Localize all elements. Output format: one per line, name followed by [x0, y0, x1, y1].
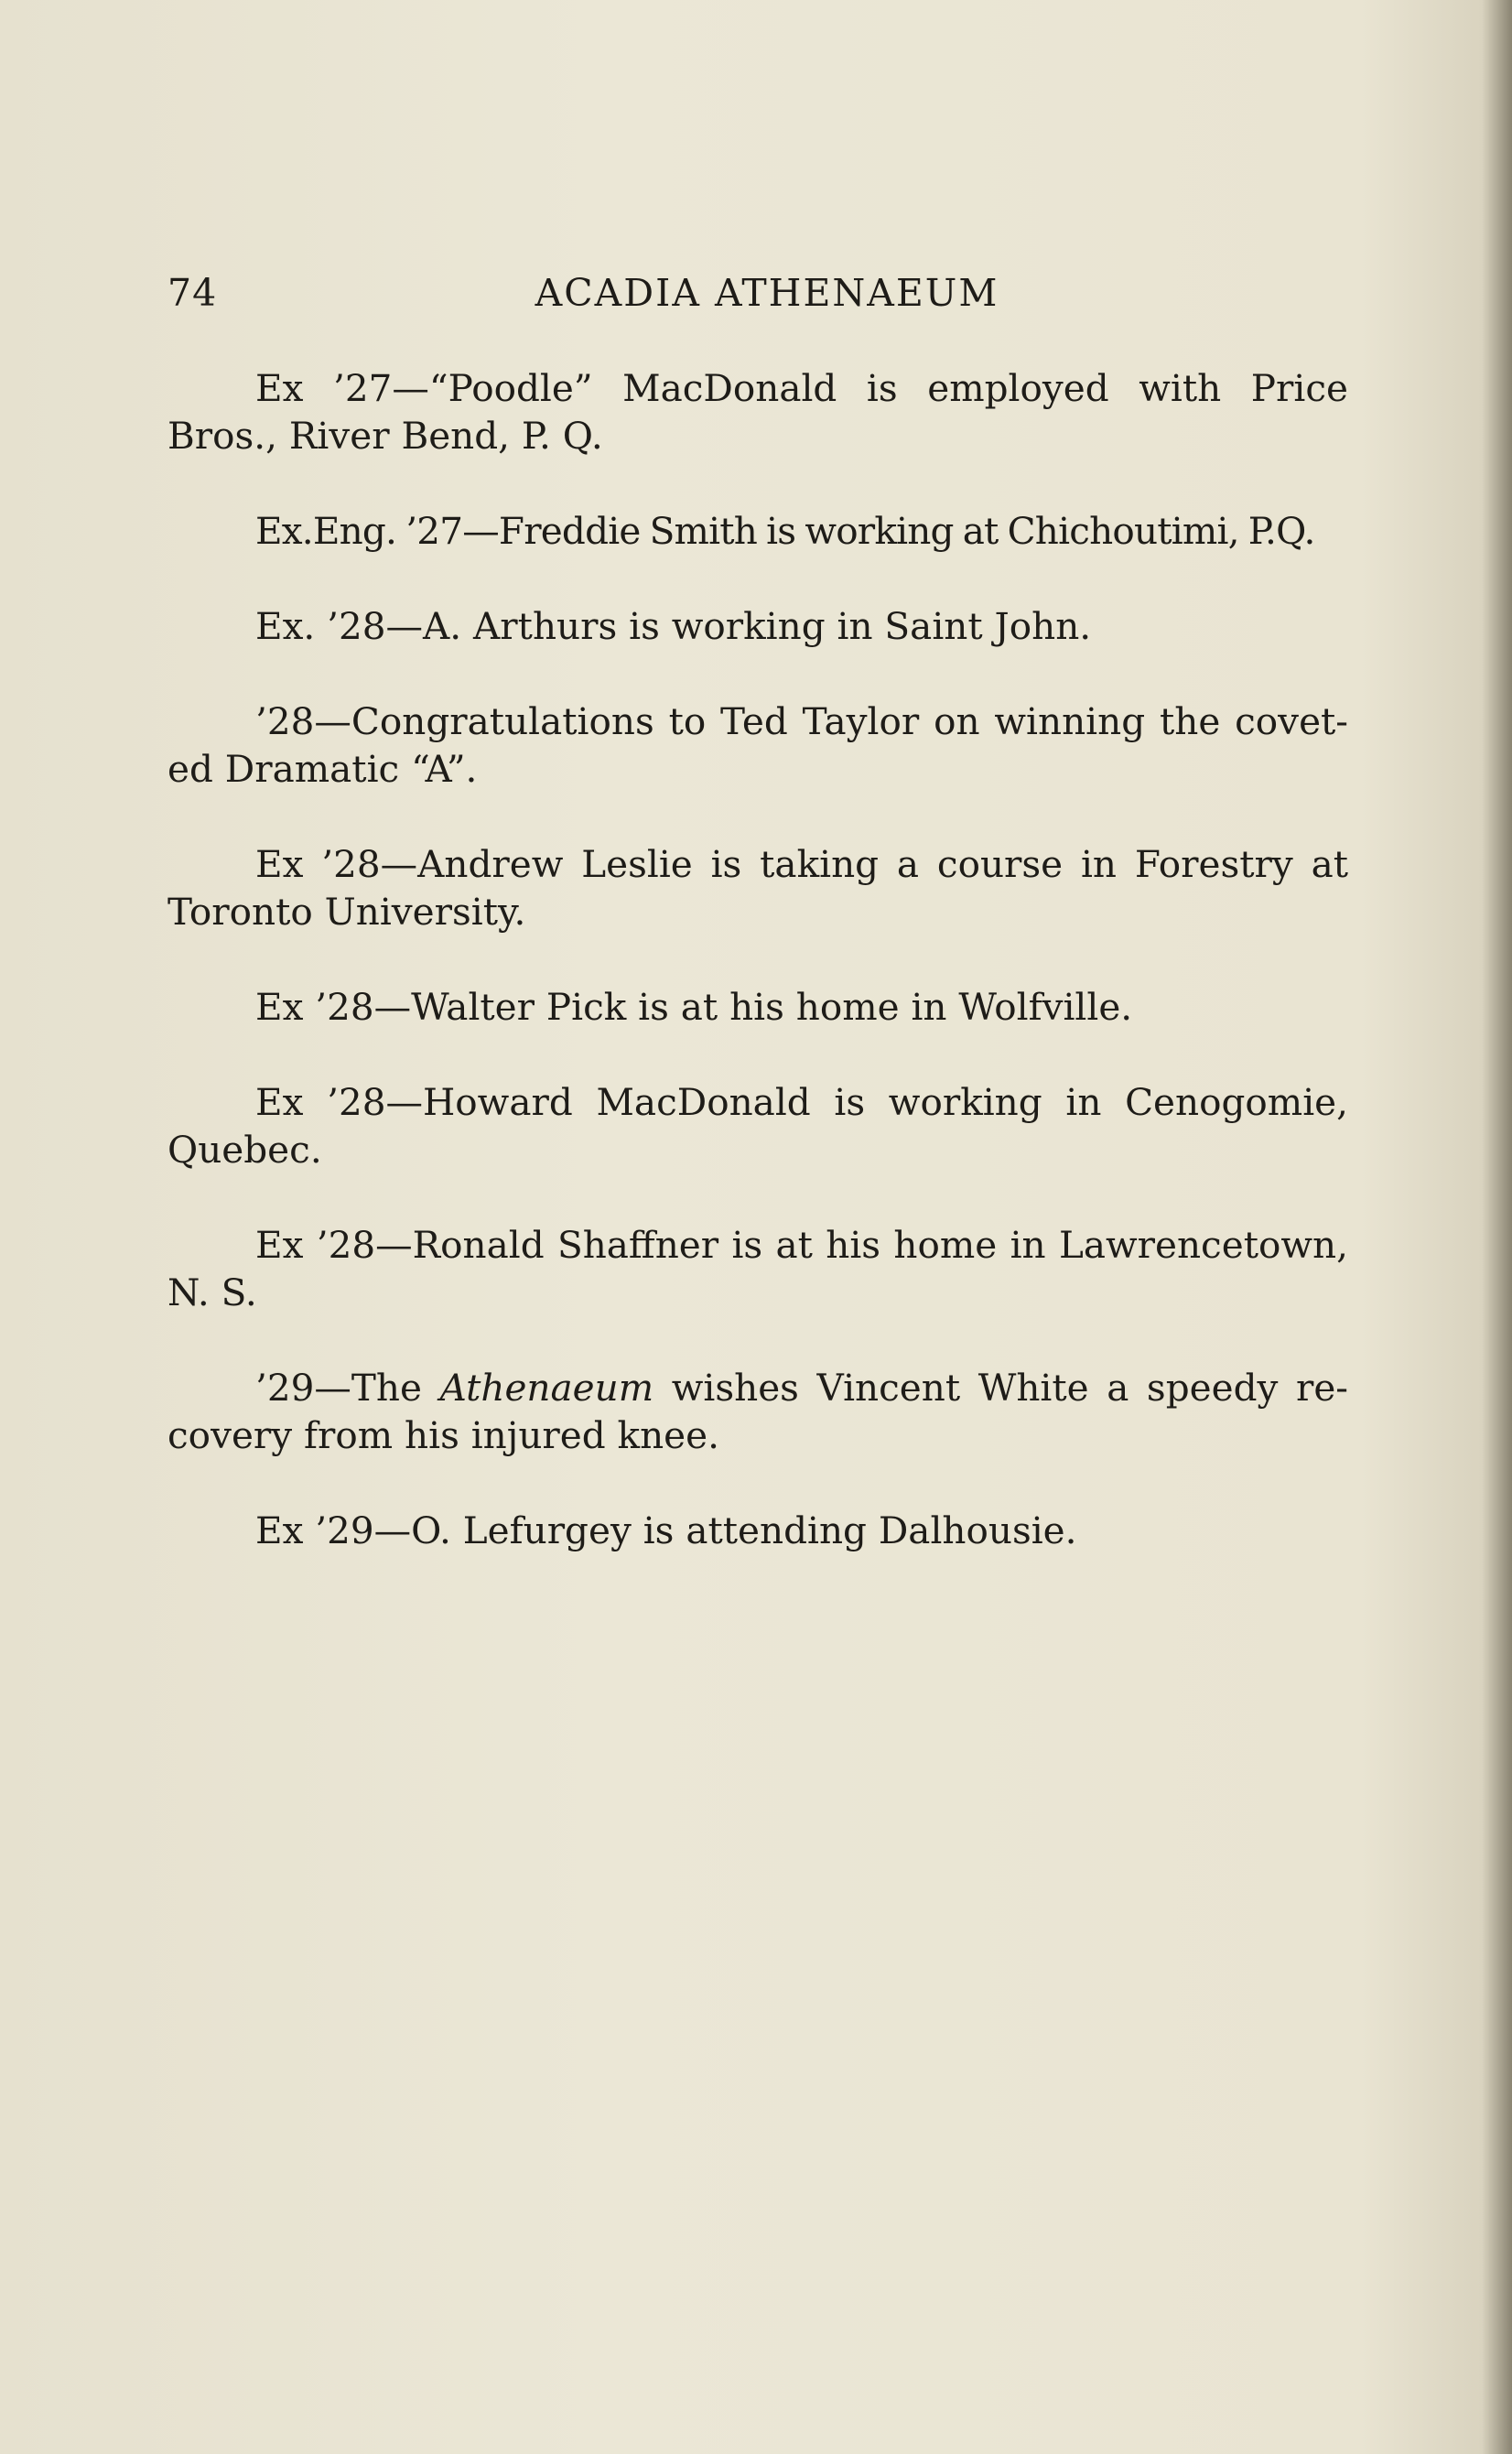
note-entry: Ex. ’28—A. Arthurs is working in Saint John. [255, 604, 1092, 648]
note-entry: Ex.Eng. ’27—Freddie Smith is working at Chichoutimi, P.Q. [255, 509, 1315, 553]
note-entry: ’28—Congratulations to Ted Taylor on winning the covet-ed Dramatic “A”. [167, 699, 1348, 791]
note-entry: Ex ’28—Ronald Shaffner is at his home in Lawrencetown, N. S. [167, 1223, 1348, 1314]
note-entry: Ex ’28—Walter Pick is at his home in Wolfville. [255, 985, 1133, 1029]
page-header [167, 271, 1348, 326]
note-entry: Ex ’29—O. Lefurgey is attending Dalhousie. [255, 1508, 1077, 1552]
publication-title: Athenaeum [439, 1366, 654, 1410]
note-entry: Ex ’27—“Poodle” MacDonald is employed with Price Bros., River Bend, P. Q. [167, 366, 1348, 458]
note-entry: Ex ’28—Howard MacDonald is working in Cenogomie, Quebec. [167, 1080, 1348, 1172]
page-number: 74 [167, 271, 218, 315]
note-text: wishes Vincent White a speedy re-covery from his injured knee. [167, 1366, 1348, 1457]
running-title: ACADIA ATHENAEUM [535, 271, 999, 315]
note-entry [167, 1364, 1348, 1459]
note-entry: Ex ’28—Andrew Leslie is taking a course in Forestry at Toronto University. [167, 842, 1348, 934]
alumni-notes [167, 364, 1348, 1602]
note-text: ’29—The [255, 1366, 440, 1410]
